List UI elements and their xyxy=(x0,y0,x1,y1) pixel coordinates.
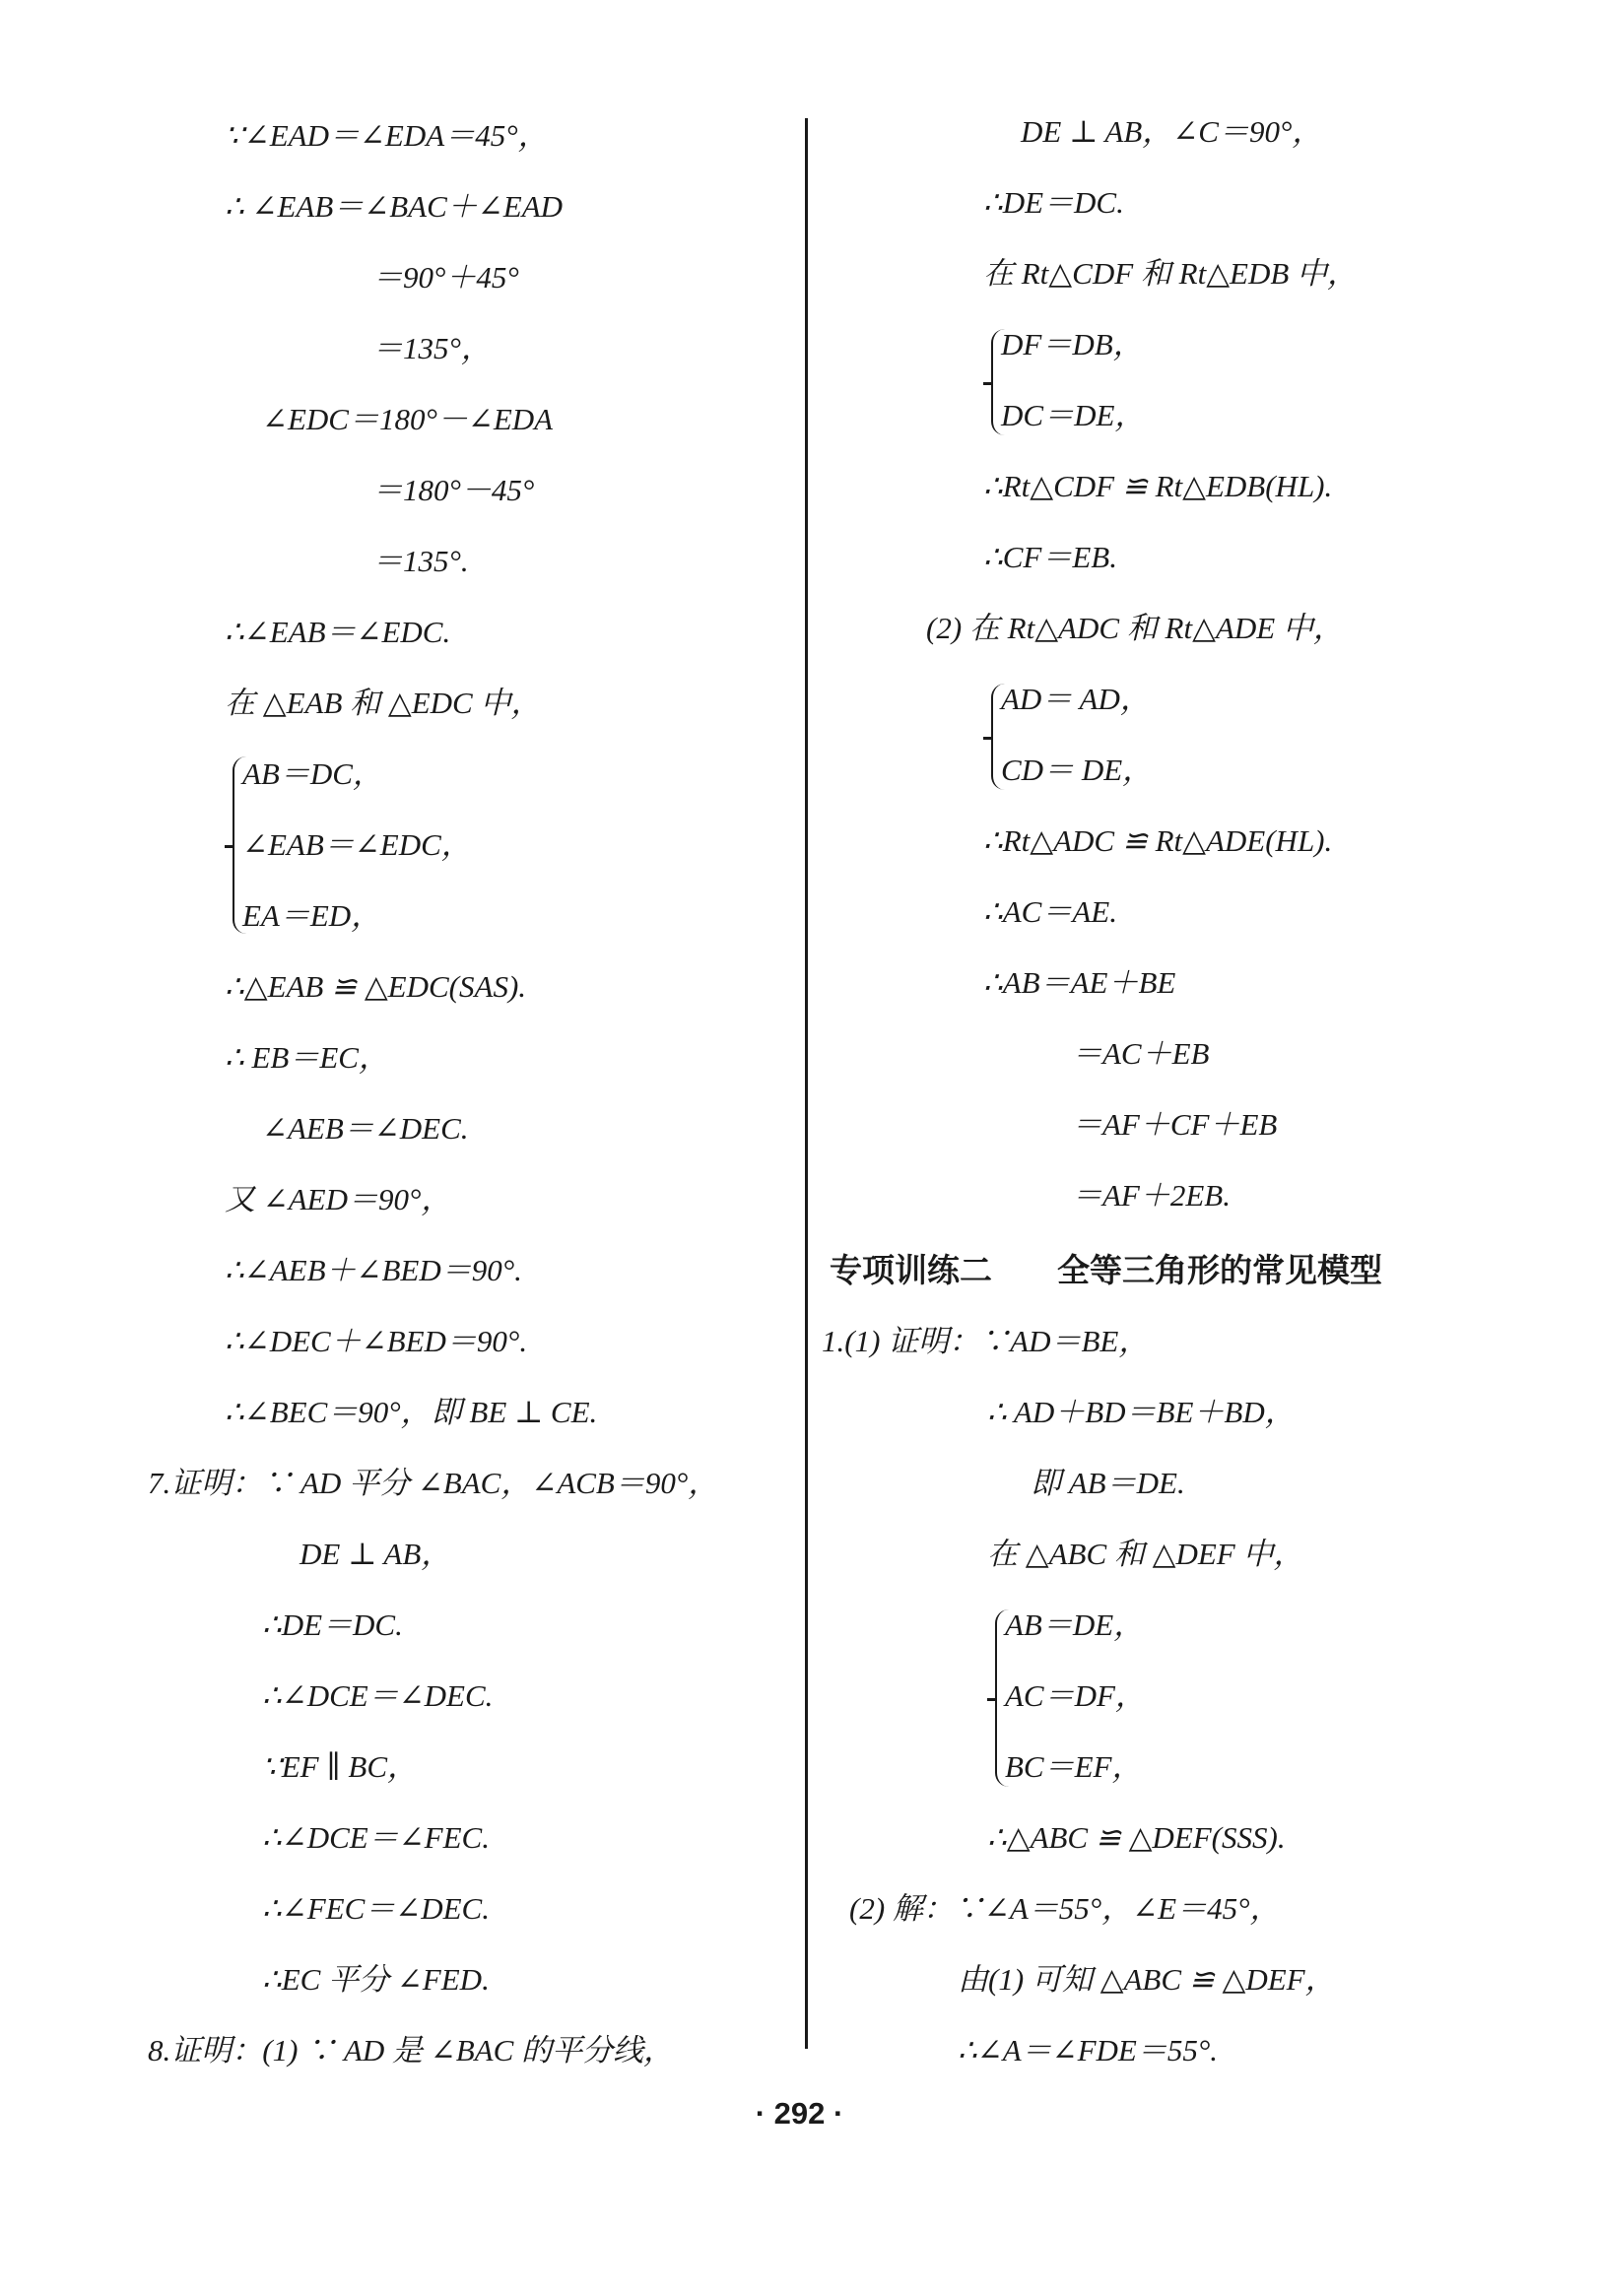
column-divider xyxy=(805,118,808,2049)
proof-line: ＝AC＋EB xyxy=(1072,1036,1210,1071)
proof-line: ∴DE＝DC. xyxy=(983,185,1124,220)
proof-line: ＝180°－45° xyxy=(372,473,535,507)
proof-line: ∴Rt△CDF ≌ Rt△EDB(HL). xyxy=(983,469,1333,503)
problem-7-start: 7.证明：∵ AD 平分 ∠BAC，∠ACB＝90°， xyxy=(148,1466,719,1500)
proof-line: ＝AF＋2EB. xyxy=(1072,1178,1231,1213)
proof-line: ∴ ∠EAB＝∠BAC＋∠EAD xyxy=(225,189,564,224)
proof-line: ∴∠DCE＝∠DEC. xyxy=(262,1678,494,1713)
proof-line: ∴∠DCE＝∠FEC. xyxy=(262,1820,490,1855)
proof-line: ∴∠A＝∠FDE＝55°. xyxy=(958,2033,1219,2067)
proof-line: ＝135°， xyxy=(372,331,492,365)
proof-line: (2) 在 Rt△ADC 和 Rt△ADE 中， xyxy=(926,611,1344,645)
proof-line: ∠AEB＝∠DEC. xyxy=(262,1111,469,1146)
proof-line: ＝AF＋CF＋EB xyxy=(1072,1107,1278,1142)
brace-condition: BC＝EF， xyxy=(1005,1749,1143,1784)
proof-line: ∠EDC＝180°－∠EDA xyxy=(262,402,554,436)
brace-condition: CD＝ DE， xyxy=(1001,753,1154,787)
proof-line: ∴△EAB ≌ △EDC(SAS). xyxy=(225,969,527,1004)
proof-line: 由(1) 可知 △ABC ≌ △DEF， xyxy=(958,1962,1336,1997)
proof-line: ∴∠BEC＝90°，即 BE ⊥ CE. xyxy=(225,1395,598,1429)
proof-line: ∴∠EAB＝∠EDC. xyxy=(225,615,451,649)
proof-line: ∴ AD＋BD＝BE＋BD， xyxy=(987,1395,1296,1429)
proof-line: DE ⊥ AB，∠C＝90°， xyxy=(1021,114,1323,149)
proof-line: ∵EF ∥ BC， xyxy=(262,1749,419,1784)
proof-line: ∴ EB＝EC， xyxy=(225,1040,389,1075)
proof-line: (2) 解：∵∠A＝55°，∠E＝45°， xyxy=(849,1891,1281,1926)
brace-condition: AB＝DE， xyxy=(1005,1607,1145,1642)
proof-line: ∴Rt△ADC ≌ Rt△ADE(HL). xyxy=(983,823,1333,858)
proof-line: ∴△ABC ≌ △DEF(SSS). xyxy=(987,1820,1286,1855)
proof-line: ∵∠EAD＝∠EDA＝45°， xyxy=(225,118,549,153)
proof-line: 即 AB＝DE. xyxy=(1031,1466,1185,1500)
proof-line: ＝90°＋45° xyxy=(372,260,519,295)
brace-condition: ∠EAB＝∠EDC， xyxy=(242,827,472,862)
proof-line: 在 △EAB 和 △EDC 中， xyxy=(225,686,542,720)
proof-line: DE ⊥ AB， xyxy=(300,1537,452,1571)
brace-condition: AC＝DF， xyxy=(1005,1678,1146,1713)
brace-condition: DC＝DE， xyxy=(1001,398,1146,432)
brace-condition: AD＝ AD， xyxy=(1001,682,1151,716)
proof-line: ＝135°. xyxy=(372,544,469,578)
proof-line: ∴EC 平分 ∠FED. xyxy=(262,1962,490,1997)
proof-line: ∴CF＝EB. xyxy=(983,540,1117,574)
page-number: · 292 · xyxy=(755,2096,844,2131)
proof-line: ∴∠AEB＋∠BED＝90°. xyxy=(225,1253,522,1287)
brace-condition: AB＝DC， xyxy=(242,756,383,791)
proof-line: ∴∠DEC＋∠BED＝90°. xyxy=(225,1324,528,1358)
proof-line: 又 ∠AED＝90°， xyxy=(225,1182,452,1216)
proof-line: ∴∠FEC＝∠DEC. xyxy=(262,1891,490,1926)
problem-1-start: 1.(1) 证明：∵AD＝BE， xyxy=(822,1324,1150,1358)
proof-line: ∴DE＝DC. xyxy=(262,1607,403,1642)
brace-condition: DF＝DB， xyxy=(1001,327,1144,361)
problem-8-start: 8.证明：(1) ∵ AD 是 ∠BAC 的平分线， xyxy=(148,2033,674,2067)
brace-condition: EA＝ED， xyxy=(242,898,382,933)
section-heading: 专项训练二 全等三角形的常见模型 xyxy=(830,1251,1382,1289)
proof-line: ∴AB＝AE＋BE xyxy=(983,965,1176,1000)
proof-line: 在 △ABC 和 △DEF 中， xyxy=(987,1537,1304,1571)
proof-line: 在 Rt△CDF 和 Rt△EDB 中， xyxy=(983,256,1359,291)
proof-line: ∴AC＝AE. xyxy=(983,894,1117,929)
